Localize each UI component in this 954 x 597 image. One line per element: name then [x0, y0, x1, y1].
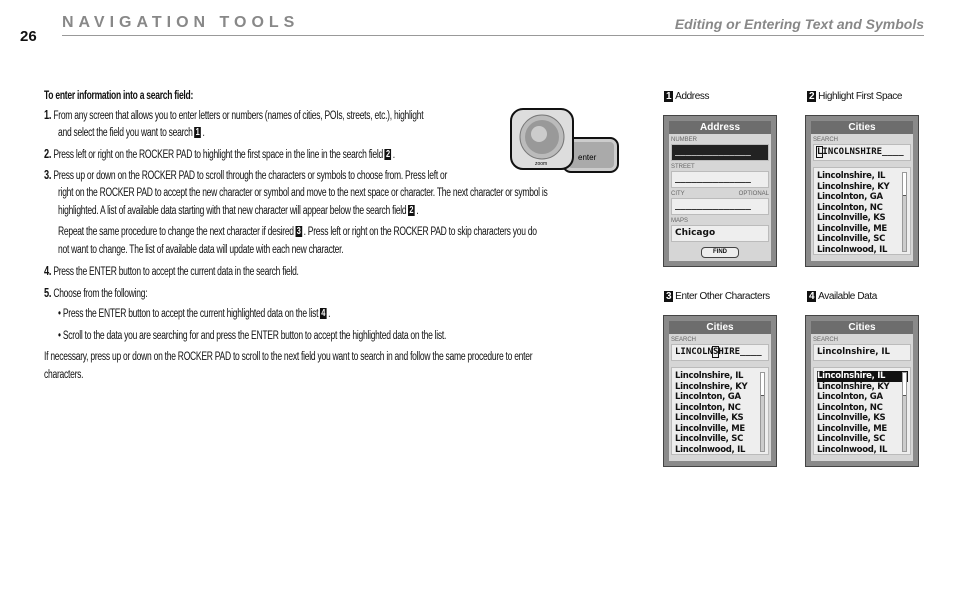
figure-caption-4: 4 Available Data: [809, 291, 877, 303]
city-list-item[interactable]: Lincolnton, GA: [817, 392, 883, 402]
step-number: 4.: [44, 264, 52, 278]
instruction-line: [44, 108, 423, 123]
line-text: characters.: [44, 369, 84, 381]
city-list-item[interactable]: Lincolnville, KS: [675, 413, 744, 423]
cities-screen-4: Cities SEARCH Lincolnshire, IL Lincolnshire, IL Lincolnshire, KY Lincolnton, GA Lincolnton, NC Lincolnville, KS Lincolnville, ME Lincolnville, SC Lincolnwood, IL: [805, 315, 919, 467]
figure-reference-badge: 3: [296, 226, 301, 238]
search-field[interactable]: LINCOLNSHIRE____: [671, 344, 769, 361]
line-text: Press left or right on the ROCKER PAD to highlight the first space in the line in the search field: [53, 149, 384, 161]
city-list-item[interactable]: Lincolnville, KS: [817, 213, 886, 223]
cities-screen-2: Cities SEARCH LINCOLNSHIRE____ Lincolnshire, IL Lincolnshire, KY Lincolnton, GA Lincolnton, NC Lincolnville, KS Lincolnville, ME Lincolnville, SC Lincolnwood, IL: [805, 115, 919, 267]
city-list-item[interactable]: Lincolnville, ME: [675, 423, 745, 434]
city-list-item[interactable]: Lincolnville, ME: [817, 423, 887, 434]
line-text: Press the ENTER button to accept the current data in the search field.: [53, 266, 299, 278]
city-list-item[interactable]: Lincolnshire, KY: [817, 181, 890, 192]
city-list-item[interactable]: Lincolnton, NC: [817, 402, 883, 413]
line-text: .: [328, 308, 331, 320]
city-list-item[interactable]: Lincolnwood, IL: [817, 244, 888, 255]
city-list-item[interactable]: Lincolnshire, IL: [817, 371, 908, 382]
header-rule: [62, 35, 924, 36]
line-text: and select the field you want to search: [58, 127, 193, 139]
rocker-pad-image: [508, 106, 620, 174]
city-list-item[interactable]: Lincolnton, NC: [675, 402, 741, 413]
figure-caption-2: 2 Highlight First Space: [809, 91, 903, 103]
line-text: Choose from the following:: [53, 288, 148, 300]
instruction-line: [58, 307, 330, 321]
city-list-item[interactable]: Lincolnshire, IL: [675, 371, 744, 381]
instruction-line: [58, 225, 537, 239]
city-field[interactable]: ______________: [671, 198, 769, 215]
instruction-line: [58, 243, 343, 257]
line-text: right on the ROCKER PAD to accept the new character or symbol and move to the next space or character. The next character or symbol is: [58, 187, 548, 199]
instruction-line: [44, 368, 83, 382]
city-list: [813, 167, 911, 255]
cities-screen-3: Cities SEARCH LINCOLNSHIRE____ Lincolnshire, IL Lincolnshire, KY Lincolnton, GA Lincolnton, NC Lincolnville, KS Lincolnville, ME Lincolnville, SC Lincolnwood, IL: [663, 315, 777, 467]
enter-label: enter: [578, 153, 597, 162]
figure-caption-1: 1 Address: [666, 91, 710, 103]
line-text: . Press left or right on the ROCKER PAD to skip characters you do: [303, 226, 537, 238]
line-text: not want to change. The list of available data will update with each new character.: [58, 244, 344, 256]
address-screen: Address NUMBER ______________ STREET ______________ CITY OPTIONAL ______________ MAPS Chicago FIND: [663, 115, 777, 267]
city-list-item[interactable]: Lincolnshire, KY: [675, 381, 748, 392]
maps-field[interactable]: Chicago: [671, 225, 769, 242]
city-list-item[interactable]: Lincolnville, KS: [817, 413, 886, 423]
find-button[interactable]: FIND: [701, 247, 739, 258]
step-number: 2.: [44, 147, 52, 161]
step-number: 5.: [44, 286, 52, 300]
step-number: 1.: [44, 108, 52, 122]
figure-reference-badge: 1: [195, 127, 200, 139]
city-list-item[interactable]: Lincolnville, ME: [817, 223, 887, 234]
zoom-label: zoom: [535, 161, 548, 167]
search-field[interactable]: Lincolnshire, IL: [813, 344, 911, 361]
city-list-item[interactable]: Lincolnwood, IL: [817, 444, 888, 455]
instruction-line: [44, 350, 532, 364]
step-number: 3.: [44, 168, 52, 182]
city-list-item[interactable]: Lincolnville, SC: [817, 234, 886, 244]
city-list: [813, 367, 911, 455]
instruction-line: [44, 264, 299, 279]
city-list-item[interactable]: Lincolnton, GA: [817, 192, 883, 202]
instructions-heading: To enter information into a search field:: [44, 90, 194, 102]
city-list-item[interactable]: Lincolnshire, KY: [817, 381, 890, 392]
figure-reference-badge: 4: [321, 308, 326, 320]
city-list: [671, 367, 769, 455]
figure-caption-3: 3 Enter Other Characters: [666, 291, 770, 303]
city-list-item[interactable]: Lincolnville, SC: [675, 434, 744, 444]
section-title: NAVIGATION TOOLS: [62, 14, 300, 31]
instruction-line: [58, 329, 446, 343]
search-field[interactable]: LINCOLNSHIRE____: [813, 144, 911, 161]
line-text: Repeat the same procedure to change the next character if desired: [58, 226, 294, 238]
city-list-item[interactable]: Lincolnville, SC: [817, 434, 886, 444]
line-text: • Scroll to the data you are searching for and press the ENTER button to accept the highlighted data on the list.: [58, 330, 447, 342]
street-field[interactable]: ______________: [671, 171, 769, 188]
chapter-title: Editing or Entering Text and Symbols: [674, 16, 924, 32]
line-text: • Press the ENTER button to accept the current highlighted data on the list: [58, 308, 319, 320]
instruction-line: [58, 126, 205, 140]
instruction-line: [58, 186, 548, 200]
instruction-line: [44, 168, 447, 183]
figure-reference-badge: 2: [409, 205, 414, 217]
page-number: 26: [20, 28, 37, 45]
line-text: .: [202, 127, 205, 139]
city-list-item[interactable]: Lincolnton, GA: [675, 392, 741, 402]
line-text: .: [392, 149, 395, 161]
line-text: .: [416, 205, 419, 217]
instruction-line: [44, 286, 147, 301]
city-list-item[interactable]: Lincolnshire, IL: [817, 171, 886, 181]
line-text: If necessary, press up or down on the ROCKER PAD to scroll to the next field you want to search in and follow the same procedure to enter: [44, 351, 533, 363]
instruction-line: [44, 147, 395, 162]
line-text: From any screen that allows you to enter letters or numbers (names of cities, POIs, streets, etc.), highlight: [53, 110, 424, 122]
city-list-item[interactable]: Lincolnton, NC: [817, 202, 883, 213]
line-text: Press up or down on the ROCKER PAD to scroll through the characters or symbols to choose from. Press left or: [53, 170, 448, 182]
figure-reference-badge: 2: [385, 149, 390, 161]
number-field[interactable]: ______________: [671, 144, 769, 161]
screen-title: Address: [669, 121, 771, 134]
city-list-item[interactable]: Lincolnwood, IL: [675, 444, 746, 455]
instruction-line: [58, 204, 418, 218]
line-text: highlighted. A list of available data starting with that new character will appear below the search field: [58, 205, 407, 217]
